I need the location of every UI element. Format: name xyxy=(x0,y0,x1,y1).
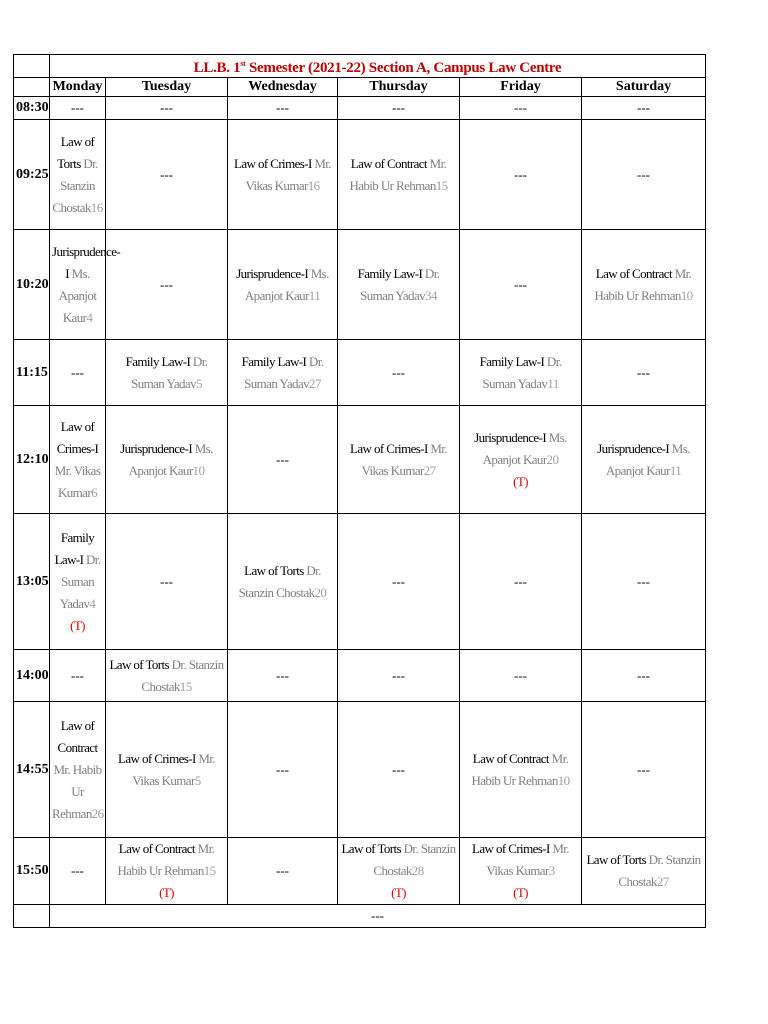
empty-marker: --- xyxy=(392,573,405,589)
room-number: 34 xyxy=(425,287,437,303)
tutorial-marker: (T) xyxy=(513,473,528,489)
time-row xyxy=(14,650,706,702)
title-superscript: st xyxy=(240,59,246,68)
day-tuesday: Tuesday xyxy=(106,78,228,97)
teacher-name: Ms. Apanjot Kaur xyxy=(58,265,97,325)
empty-slot xyxy=(460,120,582,230)
subject-name: Law of Contract xyxy=(595,265,672,281)
empty-slot xyxy=(106,97,228,120)
teacher-name: Dr. Suman Yadav xyxy=(482,353,562,391)
time-row xyxy=(14,230,706,340)
time-slot-label: 11:15 xyxy=(14,340,50,406)
class-slot xyxy=(50,230,121,340)
empty-slot xyxy=(338,650,460,702)
class-slot xyxy=(582,406,706,514)
empty-slot xyxy=(338,702,460,838)
day-saturday: Saturday xyxy=(582,78,706,97)
room-number: 15 xyxy=(203,863,216,878)
empty-slot xyxy=(338,514,460,650)
class-slot xyxy=(460,406,582,514)
room-number: 27 xyxy=(656,874,669,889)
empty-slot xyxy=(228,838,338,905)
subject-name: Family Law-I xyxy=(479,353,545,369)
empty-marker: --- xyxy=(514,166,527,182)
title-prefix: LL.B. 1 xyxy=(193,60,241,76)
class-slot xyxy=(106,650,228,702)
class-slot xyxy=(228,120,338,230)
teacher-name: Dr. Stanzin Chostak xyxy=(373,841,456,878)
empty-slot xyxy=(106,120,228,230)
class-slot xyxy=(460,702,582,838)
subject-name: Law of Contract xyxy=(472,750,549,766)
time-slot-label: 10:20 xyxy=(14,230,50,340)
subject-name: Jurisprudence-I xyxy=(52,243,121,281)
time-row xyxy=(14,838,706,905)
title-row xyxy=(14,55,706,78)
class-slot xyxy=(50,120,106,230)
room-number: 16 xyxy=(90,199,103,215)
room-number: 15 xyxy=(179,678,192,694)
day-header-row xyxy=(14,78,706,97)
time-slot-label: 12:10 xyxy=(14,406,50,514)
empty-marker: --- xyxy=(71,364,84,380)
empty-marker: --- xyxy=(71,100,84,115)
empty-marker: --- xyxy=(71,667,84,683)
empty-marker: --- xyxy=(514,667,527,683)
class-slot xyxy=(106,340,228,406)
teacher-name: Dr. Suman Yadav xyxy=(59,551,101,611)
teacher-name: Mr. Vikas Kumar xyxy=(486,841,569,878)
room-number: 4 xyxy=(89,595,96,611)
empty-slot xyxy=(582,340,706,406)
teacher-name: Mr. Habib Ur Rehman xyxy=(117,841,215,878)
teacher-name: Mr. Habib Ur Rehman xyxy=(471,750,569,788)
subject-name: Family Law-I xyxy=(54,529,95,567)
subject-name: Law of Contract xyxy=(350,155,427,171)
timetable-title xyxy=(50,55,706,78)
empty-marker: --- xyxy=(160,573,173,589)
class-slot xyxy=(338,120,460,230)
empty-marker: --- xyxy=(392,761,405,777)
footer-note: --- xyxy=(50,905,706,928)
day-thursday: Thursday xyxy=(338,78,460,97)
subject-name: Law of Torts xyxy=(109,656,169,672)
time-slot-label: 15:50 xyxy=(14,838,50,905)
teacher-name: Dr. Stanzin Chostak xyxy=(52,155,98,215)
empty-slot xyxy=(582,97,706,120)
room-number: 27 xyxy=(423,462,436,478)
teacher-name: Dr. Suman Yadav xyxy=(244,353,324,391)
teacher-name: Dr. Stanzin Chostak xyxy=(238,562,321,600)
empty-slot xyxy=(50,97,106,120)
empty-marker: --- xyxy=(637,100,651,115)
empty-slot xyxy=(582,514,706,650)
subject-name: Jurisprudence-I xyxy=(597,440,670,456)
subject-name: Jurisprudence-I xyxy=(236,265,309,281)
class-slot xyxy=(460,838,582,905)
empty-marker: --- xyxy=(276,761,289,777)
teacher-name: Ms. Apanjot Kaur xyxy=(244,265,329,303)
empty-slot xyxy=(228,650,338,702)
empty-marker: --- xyxy=(71,863,84,878)
empty-slot xyxy=(106,230,228,340)
empty-slot xyxy=(338,97,460,120)
room-number: 11 xyxy=(547,375,559,391)
class-slot xyxy=(338,406,460,514)
teacher-name: Dr. Stanzin Chostak xyxy=(618,852,701,889)
empty-slot xyxy=(460,97,582,120)
timetable xyxy=(13,54,706,928)
time-slot-label: 08:30 xyxy=(14,97,50,120)
class-slot xyxy=(582,230,706,340)
teacher-name: Ms. Apanjot Kaur xyxy=(605,440,690,478)
footer-row xyxy=(14,905,706,928)
room-number: 15 xyxy=(435,177,448,193)
teacher-name: Mr. Vikas Kumar xyxy=(361,440,447,478)
subject-name: Law of Torts xyxy=(586,852,646,867)
subject-name: Jurisprudence-I xyxy=(474,429,547,445)
room-number: 27 xyxy=(309,375,321,391)
empty-marker: --- xyxy=(637,573,651,589)
teacher-name: Mr. Vikas Kumar xyxy=(132,750,215,788)
class-slot xyxy=(338,838,460,905)
room-number: 5 xyxy=(196,375,202,391)
tutorial-marker: (T) xyxy=(70,617,85,633)
class-slot xyxy=(50,406,106,514)
teacher-name: Dr. Suman Yadav xyxy=(131,353,208,391)
subject-name: Law of Crimes-I xyxy=(118,750,196,766)
teacher-name: Dr. Suman Yadav xyxy=(360,265,440,303)
time-slot-label: 14:55 xyxy=(14,702,50,838)
empty-marker: --- xyxy=(637,667,651,683)
subject-name: Law of Crimes-I xyxy=(472,841,550,856)
class-slot xyxy=(582,838,706,905)
empty-marker: --- xyxy=(276,100,289,115)
time-row xyxy=(14,97,706,120)
empty-marker: --- xyxy=(392,667,405,683)
subject-name: Family Law-I xyxy=(241,353,307,369)
empty-marker: --- xyxy=(514,100,527,115)
time-row xyxy=(14,702,706,838)
empty-slot xyxy=(582,650,706,702)
empty-marker: --- xyxy=(160,166,173,182)
empty-marker: --- xyxy=(514,276,527,292)
empty-marker: --- xyxy=(276,863,289,878)
empty-slot xyxy=(50,650,106,702)
time-slot-label: 14:00 xyxy=(14,650,50,702)
class-slot xyxy=(460,340,582,406)
tutorial-marker: (T) xyxy=(159,885,174,900)
class-slot xyxy=(228,230,338,340)
class-slot xyxy=(228,514,338,650)
room-number: 6 xyxy=(91,484,97,500)
teacher-name: Mr. Habib Ur Rehman xyxy=(594,265,692,303)
empty-slot xyxy=(50,838,106,905)
time-row xyxy=(14,406,706,514)
empty-marker: --- xyxy=(637,364,651,380)
subject-name: Law of Crimes-I xyxy=(234,155,312,171)
room-number: 10 xyxy=(557,772,570,788)
header-blank-cell xyxy=(14,78,50,97)
time-slot-label: 13:05 xyxy=(14,514,50,650)
room-number: 10 xyxy=(192,462,205,478)
room-number: 3 xyxy=(548,863,555,878)
class-slot xyxy=(106,702,228,838)
footer-blank-cell xyxy=(14,905,50,928)
empty-slot xyxy=(228,97,338,120)
empty-slot xyxy=(582,702,706,838)
teacher-name: Mr. Vikas Kumar xyxy=(54,462,101,500)
subject-name: Law of Crimes-I xyxy=(56,418,99,456)
corner-cell xyxy=(14,55,50,78)
class-slot xyxy=(106,406,228,514)
day-friday: Friday xyxy=(460,78,582,97)
teacher-name: Dr. Stanzin Chostak xyxy=(141,656,224,694)
room-number: 4 xyxy=(86,309,93,325)
room-number: 10 xyxy=(680,287,693,303)
empty-slot xyxy=(106,514,228,650)
time-row xyxy=(14,514,706,650)
subject-name: Law of Crimes-I xyxy=(350,440,428,456)
empty-marker: --- xyxy=(276,451,289,467)
class-slot xyxy=(338,230,460,340)
subject-name: Law of Torts xyxy=(341,841,401,856)
room-number: 28 xyxy=(411,863,424,878)
title-suffix: Semester (2021-22) Section A, Campus Law Centre xyxy=(245,60,562,76)
empty-marker: --- xyxy=(637,166,651,182)
empty-slot xyxy=(460,230,582,340)
empty-slot xyxy=(228,702,338,838)
subject-name: Family Law-I xyxy=(357,265,423,281)
empty-slot xyxy=(582,120,706,230)
teacher-name: Mr. Habib Ur Rehman xyxy=(52,761,102,821)
empty-marker: --- xyxy=(392,364,405,380)
class-slot xyxy=(106,838,228,905)
time-slot-label: 09:25 xyxy=(14,120,50,230)
teacher-name: Mr. Vikas Kumar xyxy=(245,155,331,193)
empty-slot xyxy=(460,514,582,650)
teacher-name: Mr. Habib Ur Rehman xyxy=(349,155,447,193)
room-number: 20 xyxy=(546,451,559,467)
teacher-name: Ms. Apanjot Kaur xyxy=(128,440,213,478)
empty-marker: --- xyxy=(637,761,651,777)
empty-slot xyxy=(338,340,460,406)
time-row xyxy=(14,340,706,406)
tutorial-marker: (T) xyxy=(513,885,528,900)
empty-slot xyxy=(460,650,582,702)
class-slot xyxy=(228,340,338,406)
room-number: 5 xyxy=(194,772,201,788)
subject-name: Jurisprudence-I xyxy=(120,440,193,456)
teacher-name: Ms. Apanjot Kaur xyxy=(482,429,567,467)
subject-name: Family Law-I xyxy=(125,353,191,369)
empty-marker: --- xyxy=(160,276,173,292)
empty-slot xyxy=(50,340,106,406)
subject-name: Law of Torts xyxy=(244,562,304,578)
room-number: 11 xyxy=(308,287,321,303)
subject-name: Law of Contract xyxy=(57,717,98,755)
class-slot xyxy=(50,514,106,650)
empty-marker: --- xyxy=(514,573,527,589)
time-row xyxy=(14,120,706,230)
room-number: 16 xyxy=(307,177,320,193)
room-number: 20 xyxy=(314,584,327,600)
empty-marker: --- xyxy=(276,667,289,683)
tutorial-marker: (T) xyxy=(391,885,406,900)
day-monday: Monday xyxy=(50,78,106,97)
subject-name: Law of Torts xyxy=(57,133,95,171)
empty-marker: --- xyxy=(392,100,405,115)
empty-marker: --- xyxy=(160,100,173,115)
room-number: 26 xyxy=(91,805,104,821)
subject-name: Law of Contract xyxy=(118,841,195,856)
room-number: 11 xyxy=(669,462,682,478)
day-wednesday: Wednesday xyxy=(228,78,338,97)
empty-slot xyxy=(228,406,338,514)
class-slot xyxy=(50,702,106,838)
